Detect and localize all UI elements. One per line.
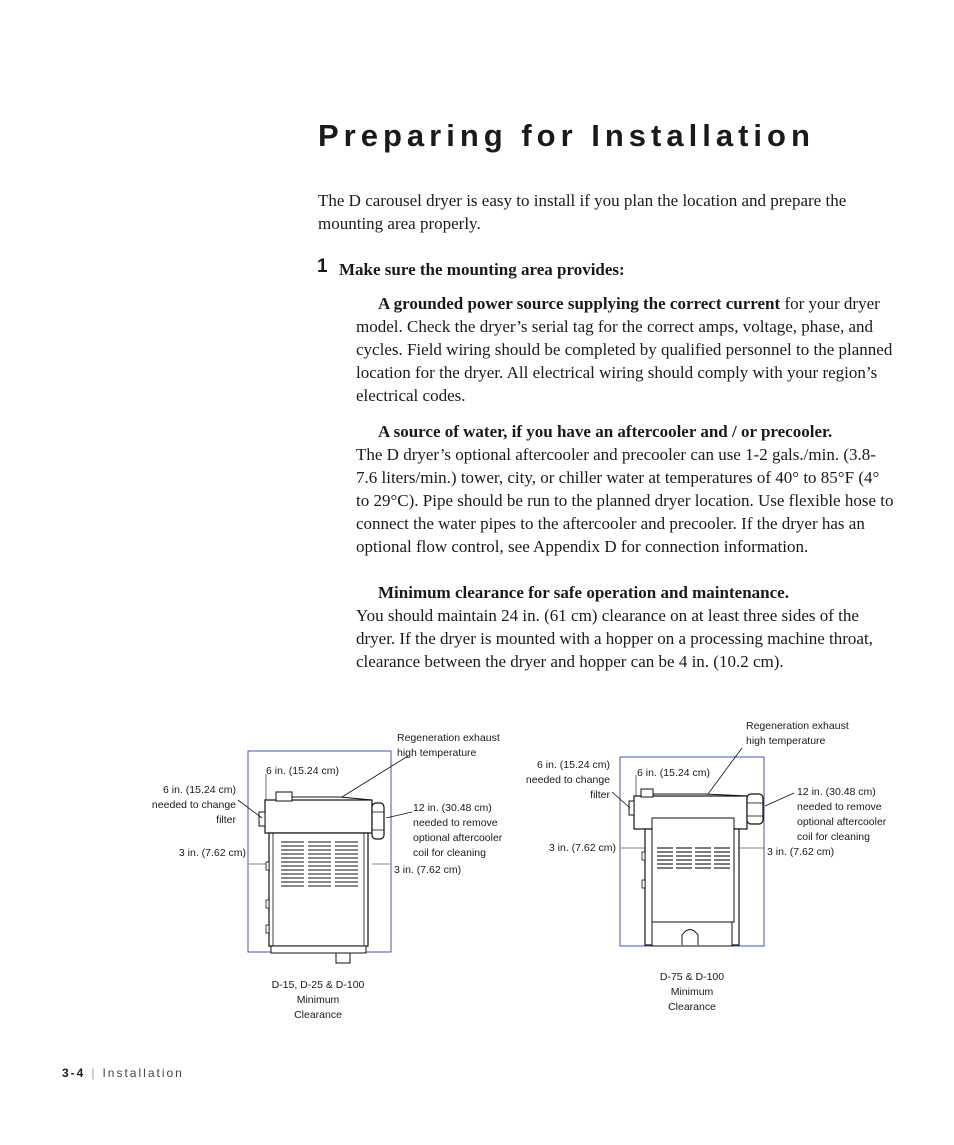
- page-footer: [62, 1066, 184, 1080]
- right-coil-label: 12 in. (30.48 cm) needed to remove optional aftercooler coil for cleaning: [797, 786, 887, 843]
- left-coil-label: 12 in. (30.48 cm) needed to remove optional aftercooler coil for cleaning: [413, 802, 503, 859]
- left-caption: D-15, D-25 & D-100 Minimum Clearance: [271, 979, 365, 1021]
- left-side-right-label: 3 in. (7.62 cm): [394, 864, 462, 876]
- requirement-clearance-text: You should maintain 24 in. (61 cm) clearance on at least three sides of the dryer. If the dryer is mounted with a hopper on a processing machine throat, clearance between the dryer and hopper can be 4 in. (10.2 cm).: [356, 606, 873, 671]
- requirement-power-text: for your dryer model. Check the dryer’s serial tag for the correct amps, voltage, phase, and cycles. Field wiring should be completed by qualified personnel to the planned location for the dryer. All electrical wiring should comply with your region’s electrical codes.: [356, 294, 893, 405]
- page-title: Preparing for Installation: [318, 118, 815, 153]
- left-dryer-hood: [265, 800, 372, 833]
- step-number: 1: [317, 256, 328, 277]
- right-top-clearance-label: 6 in. (15.24 cm): [637, 767, 710, 779]
- left-filter-label: 6 in. (15.24 cm) needed to change filter: [151, 784, 236, 826]
- requirement-power-lead: A grounded power source supplying the correct current: [378, 294, 781, 313]
- requirement-water-text: The D dryer’s optional aftercooler and precooler can use 1-2 gals./min. (3.8-7.6 liters/min.) tower, city, or chiller water at temperatures of 40° to 85°F (4° to 29°C). Pipe should be run to the planned dryer location. Use flexible hose to connect the water pipes to the aftercooler and precooler. If the dryer has an optional flow control, see Appendix D for connection information.: [356, 445, 894, 556]
- right-exhaust-label: Regeneration exhaust high temperature: [746, 720, 849, 747]
- right-side-right-label: 3 in. (7.62 cm): [767, 846, 835, 858]
- requirement-water-lead: A source of water, if you have an aftercooler and / or precooler.: [378, 422, 833, 441]
- left-exhaust-label: Regeneration exhaust high temperature: [397, 732, 500, 759]
- requirement-clearance-lead: Minimum clearance for safe operation and maintenance.: [378, 583, 789, 602]
- left-top-clearance-label: 6 in. (15.24 cm): [266, 765, 339, 777]
- left-side-left-label: 3 in. (7.62 cm): [178, 847, 246, 859]
- intro-paragraph: The D carousel dryer is easy to install if you plan the location and prepare the mounting area properly.: [318, 191, 847, 233]
- step-label: Make sure the mounting area provides:: [339, 260, 625, 279]
- page-number: 3-4: [62, 1066, 86, 1080]
- right-side-left-label: 3 in. (7.62 cm): [548, 842, 616, 854]
- right-filter-label: 6 in. (15.24 cm) needed to change filter: [525, 759, 610, 801]
- right-caption: D-75 & D-100 Minimum Clearance: [659, 971, 725, 1013]
- footer-separator: |: [91, 1066, 97, 1080]
- left-dryer-drawing: [238, 751, 412, 963]
- footer-section: Installation: [102, 1066, 184, 1080]
